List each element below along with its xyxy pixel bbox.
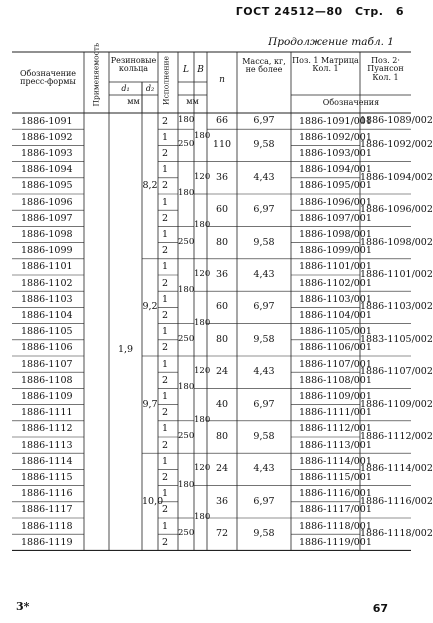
row-pos2: 1886-1101/002 <box>360 269 433 280</box>
row-pos1: 1886-1101/001 <box>299 261 372 273</box>
row-B: 180 <box>194 131 211 142</box>
row-mass: 9,58 <box>253 528 275 540</box>
row-execution: 1 <box>162 455 169 467</box>
row-pos1: 1886-1109/001 <box>299 390 372 402</box>
row-execution: 2 <box>162 147 169 159</box>
row-mass: 9,58 <box>253 431 275 442</box>
row-pos1: 1886-1106/001 <box>299 342 372 354</box>
row-designation: 1886-1107 <box>21 358 73 370</box>
header-designation: Обозначение пресс-формы <box>19 69 77 87</box>
row-L: 250 <box>178 333 195 344</box>
row-execution: 2 <box>162 407 169 419</box>
row-execution: 2 <box>162 342 169 354</box>
row-pos1: 1886-1097/001 <box>299 212 372 224</box>
row-execution: 2 <box>162 471 169 483</box>
row-execution: 1 <box>162 164 169 176</box>
row-designation: 1886-1097 <box>21 212 73 224</box>
row-pos2: 1883-1105/002 <box>360 333 433 345</box>
row-designation: 1886-1116 <box>21 488 73 500</box>
header-execution: Исполнение <box>161 56 171 105</box>
row-n: 60 <box>215 301 229 313</box>
row-L: 180 <box>178 285 195 296</box>
header-rubber-rings: Резиновые кольца <box>110 56 157 74</box>
row-designation: 1886-1092 <box>21 131 73 143</box>
row-B: 180 <box>194 220 211 231</box>
header-pos2: Поз. 2· Пуансон Кол. 1 <box>367 56 404 82</box>
header-mm-2: мм <box>186 97 199 106</box>
row-pos1: 1886-1105/001 <box>299 326 372 338</box>
row-designation: 1886-1099 <box>21 245 73 257</box>
row-pos2: 1886-1094/002 <box>360 171 433 183</box>
row-execution: 1 <box>162 196 169 208</box>
row-pos2: 1886-1096/002 <box>360 204 433 216</box>
row-designation: 1886-1115 <box>21 471 73 483</box>
header-mass: Масса, кг, не более <box>242 57 286 75</box>
row-d2: 9,7 <box>142 398 158 410</box>
row-pos1: 1886-1102/001 <box>299 277 372 289</box>
row-mass: 4,43 <box>253 463 275 475</box>
row-L: 250 <box>178 431 195 441</box>
page-footer-number: 67 <box>372 602 388 615</box>
row-L: 250 <box>178 528 195 539</box>
row-execution: 2 <box>162 439 169 451</box>
row-d2: 10,0 <box>142 495 164 507</box>
row-pos2: 1886-1112/002 <box>360 431 433 442</box>
row-designation: 1886-1102 <box>21 277 73 289</box>
row-designation: 1886-1093 <box>21 147 73 159</box>
row-pos1: 1886-1108/001 <box>299 374 372 386</box>
header-d1: d₁ <box>121 84 130 93</box>
header-applicability: Применяемость <box>91 42 101 107</box>
row-designation: 1886-1094 <box>21 164 73 176</box>
row-B: 180 <box>194 414 211 425</box>
row-execution: 1 <box>162 326 169 338</box>
row-pos1: 1886-1103/001 <box>299 293 372 305</box>
row-pos2: 1886-1107/002 <box>360 366 433 378</box>
row-execution: 2 <box>162 115 169 127</box>
row-pos1: 1886-1096/001 <box>299 196 372 208</box>
row-execution: 1 <box>162 358 169 370</box>
row-d2: 8,2 <box>142 179 158 191</box>
row-execution: 1 <box>162 261 169 273</box>
row-B: 120 <box>194 269 211 279</box>
header-pos1: Поз. 1 Матрица Кол. 1 <box>292 56 359 74</box>
row-n: 80 <box>215 431 229 442</box>
row-n: 80 <box>215 333 229 345</box>
row-execution: 1 <box>162 488 169 500</box>
header-designations: Обозначения <box>322 98 380 107</box>
row-designation: 1886-1118 <box>21 520 73 532</box>
row-L: 180 <box>178 479 195 490</box>
row-pos1: 1886-1092/001 <box>299 131 372 143</box>
row-execution: 1 <box>162 390 169 402</box>
row-pos2: 1886-1092/002 <box>360 139 433 151</box>
row-execution: 2 <box>162 309 169 321</box>
row-mass: 9,58 <box>253 236 275 248</box>
row-L: 180 <box>178 188 195 198</box>
row-B: 120 <box>194 171 211 182</box>
row-pos1: 1886-1116/001 <box>299 488 372 500</box>
row-B: 120 <box>194 463 211 474</box>
row-mass: 6,97 <box>253 398 275 410</box>
row-pos2: 1886-1109/002 <box>360 398 433 410</box>
row-mass: 6,97 <box>253 204 275 216</box>
row-execution: 1 <box>162 131 169 143</box>
row-pos1: 1886-1119/001 <box>299 536 372 548</box>
row-n: 40 <box>215 398 229 410</box>
row-designation: 1886-1096 <box>21 196 73 208</box>
row-n: 36 <box>215 171 229 183</box>
row-designation: 1886-1104 <box>21 309 73 321</box>
row-designation: 1886-1111 <box>21 407 73 419</box>
row-mass: 4,43 <box>253 269 275 280</box>
row-B: 180 <box>194 512 211 522</box>
row-n: 72 <box>215 528 229 540</box>
row-pos1: 1886-1099/001 <box>299 245 372 257</box>
row-pos1: 1886-1107/001 <box>299 358 372 370</box>
row-execution: 2 <box>162 504 169 516</box>
row-mass: 9,58 <box>253 139 275 151</box>
row-designation: 1886-1101 <box>21 261 73 273</box>
row-pos1: 1886-1112/001 <box>299 423 372 435</box>
row-execution: 2 <box>162 245 169 257</box>
row-pos2: 1886-1116/002 <box>360 495 433 507</box>
row-pos2: 1886-1118/002 <box>360 528 433 540</box>
page-number: 6 <box>395 5 404 18</box>
table-continuation-caption: Продолжение табл. 1 <box>268 36 394 48</box>
row-d1: 1,9 <box>117 343 134 355</box>
header-d2: d₂ <box>145 84 155 93</box>
row-pos1: 1886-1093/001 <box>299 147 372 159</box>
row-designation: 1886-1098 <box>21 228 73 240</box>
row-designation: 1886-1109 <box>21 390 73 402</box>
standard-number: ГОСТ 24512—80 <box>235 5 343 18</box>
row-designation: 1886-1108 <box>21 374 73 386</box>
row-n: 36 <box>215 269 229 280</box>
row-pos1: 1886-1115/001 <box>299 471 372 483</box>
row-pos1: 1886-1104/001 <box>299 309 372 321</box>
row-n: 24 <box>215 463 229 475</box>
page-label: Стр. <box>354 5 384 18</box>
row-designation: 1886-1113 <box>21 439 73 451</box>
row-mass: 4,43 <box>253 171 275 183</box>
header-mm: мм <box>127 97 140 106</box>
row-L: 180 <box>178 382 195 393</box>
header-B: B <box>197 65 204 75</box>
row-pos1: 1886-1117/001 <box>299 504 372 516</box>
row-designation: 1886-1105 <box>21 326 73 338</box>
row-designation: 1886-1112 <box>21 423 73 435</box>
row-pos1: 1886-1114/001 <box>299 455 372 467</box>
row-n: 60 <box>215 204 229 216</box>
row-n: 36 <box>215 495 229 507</box>
row-execution: 2 <box>162 212 169 224</box>
row-mass: 6,97 <box>253 495 275 507</box>
row-designation: 1886-1106 <box>21 342 73 354</box>
row-L: 250 <box>178 236 195 247</box>
row-designation: 1886-1103 <box>21 293 73 305</box>
row-execution: 2 <box>162 277 169 289</box>
row-d2: 9,2 <box>142 301 158 313</box>
row-execution: 1 <box>162 228 169 240</box>
row-pos2: 1886-1103/002 <box>360 301 433 313</box>
row-mass: 9,58 <box>253 333 275 345</box>
row-L: 250 <box>178 139 195 150</box>
row-n: 80 <box>215 236 229 248</box>
row-execution: 1 <box>162 293 169 305</box>
row-pos1: 1886-1098/001 <box>299 228 372 240</box>
row-pos1: 1886-1111/001 <box>299 407 372 419</box>
row-execution: 2 <box>162 536 169 548</box>
row-execution: 2 <box>162 374 169 386</box>
row-L: 180 <box>178 115 195 126</box>
row-pos1: 1886-1095/001 <box>299 180 372 192</box>
row-n: 110 <box>212 139 232 151</box>
row-B: 120 <box>194 366 211 377</box>
row-n: 24 <box>215 366 229 378</box>
sheet-mark: 3* <box>16 600 30 613</box>
row-designation: 1886-1117 <box>21 504 73 516</box>
row-pos2: 1886-1089/002 <box>360 115 433 127</box>
row-pos1: 1886-1113/001 <box>299 439 372 451</box>
row-designation: 1886-1095 <box>21 180 73 192</box>
header-L: L <box>183 65 189 75</box>
row-pos1: 1886-1094/001 <box>299 164 372 176</box>
row-designation: 1886-1114 <box>21 455 73 467</box>
row-designation: 1886-1119 <box>21 536 73 548</box>
row-pos2: 1886-1114/002 <box>360 463 433 475</box>
row-B: 180 <box>194 317 211 328</box>
row-pos1: 1886-1118/001 <box>299 520 372 532</box>
row-execution: 1 <box>162 520 169 532</box>
row-mass: 4,43 <box>253 366 275 378</box>
header-n: n <box>219 75 225 85</box>
row-pos2: 1886-1098/002 <box>360 236 433 248</box>
row-execution: 1 <box>162 423 169 435</box>
row-designation: 1886-1091 <box>21 115 73 127</box>
row-n: 66 <box>215 115 229 127</box>
row-execution: 2 <box>162 180 169 192</box>
row-mass: 6,97 <box>253 301 275 313</box>
row-mass: 6,97 <box>253 115 275 127</box>
row-pos1: 1886-1091/001 <box>299 115 372 127</box>
